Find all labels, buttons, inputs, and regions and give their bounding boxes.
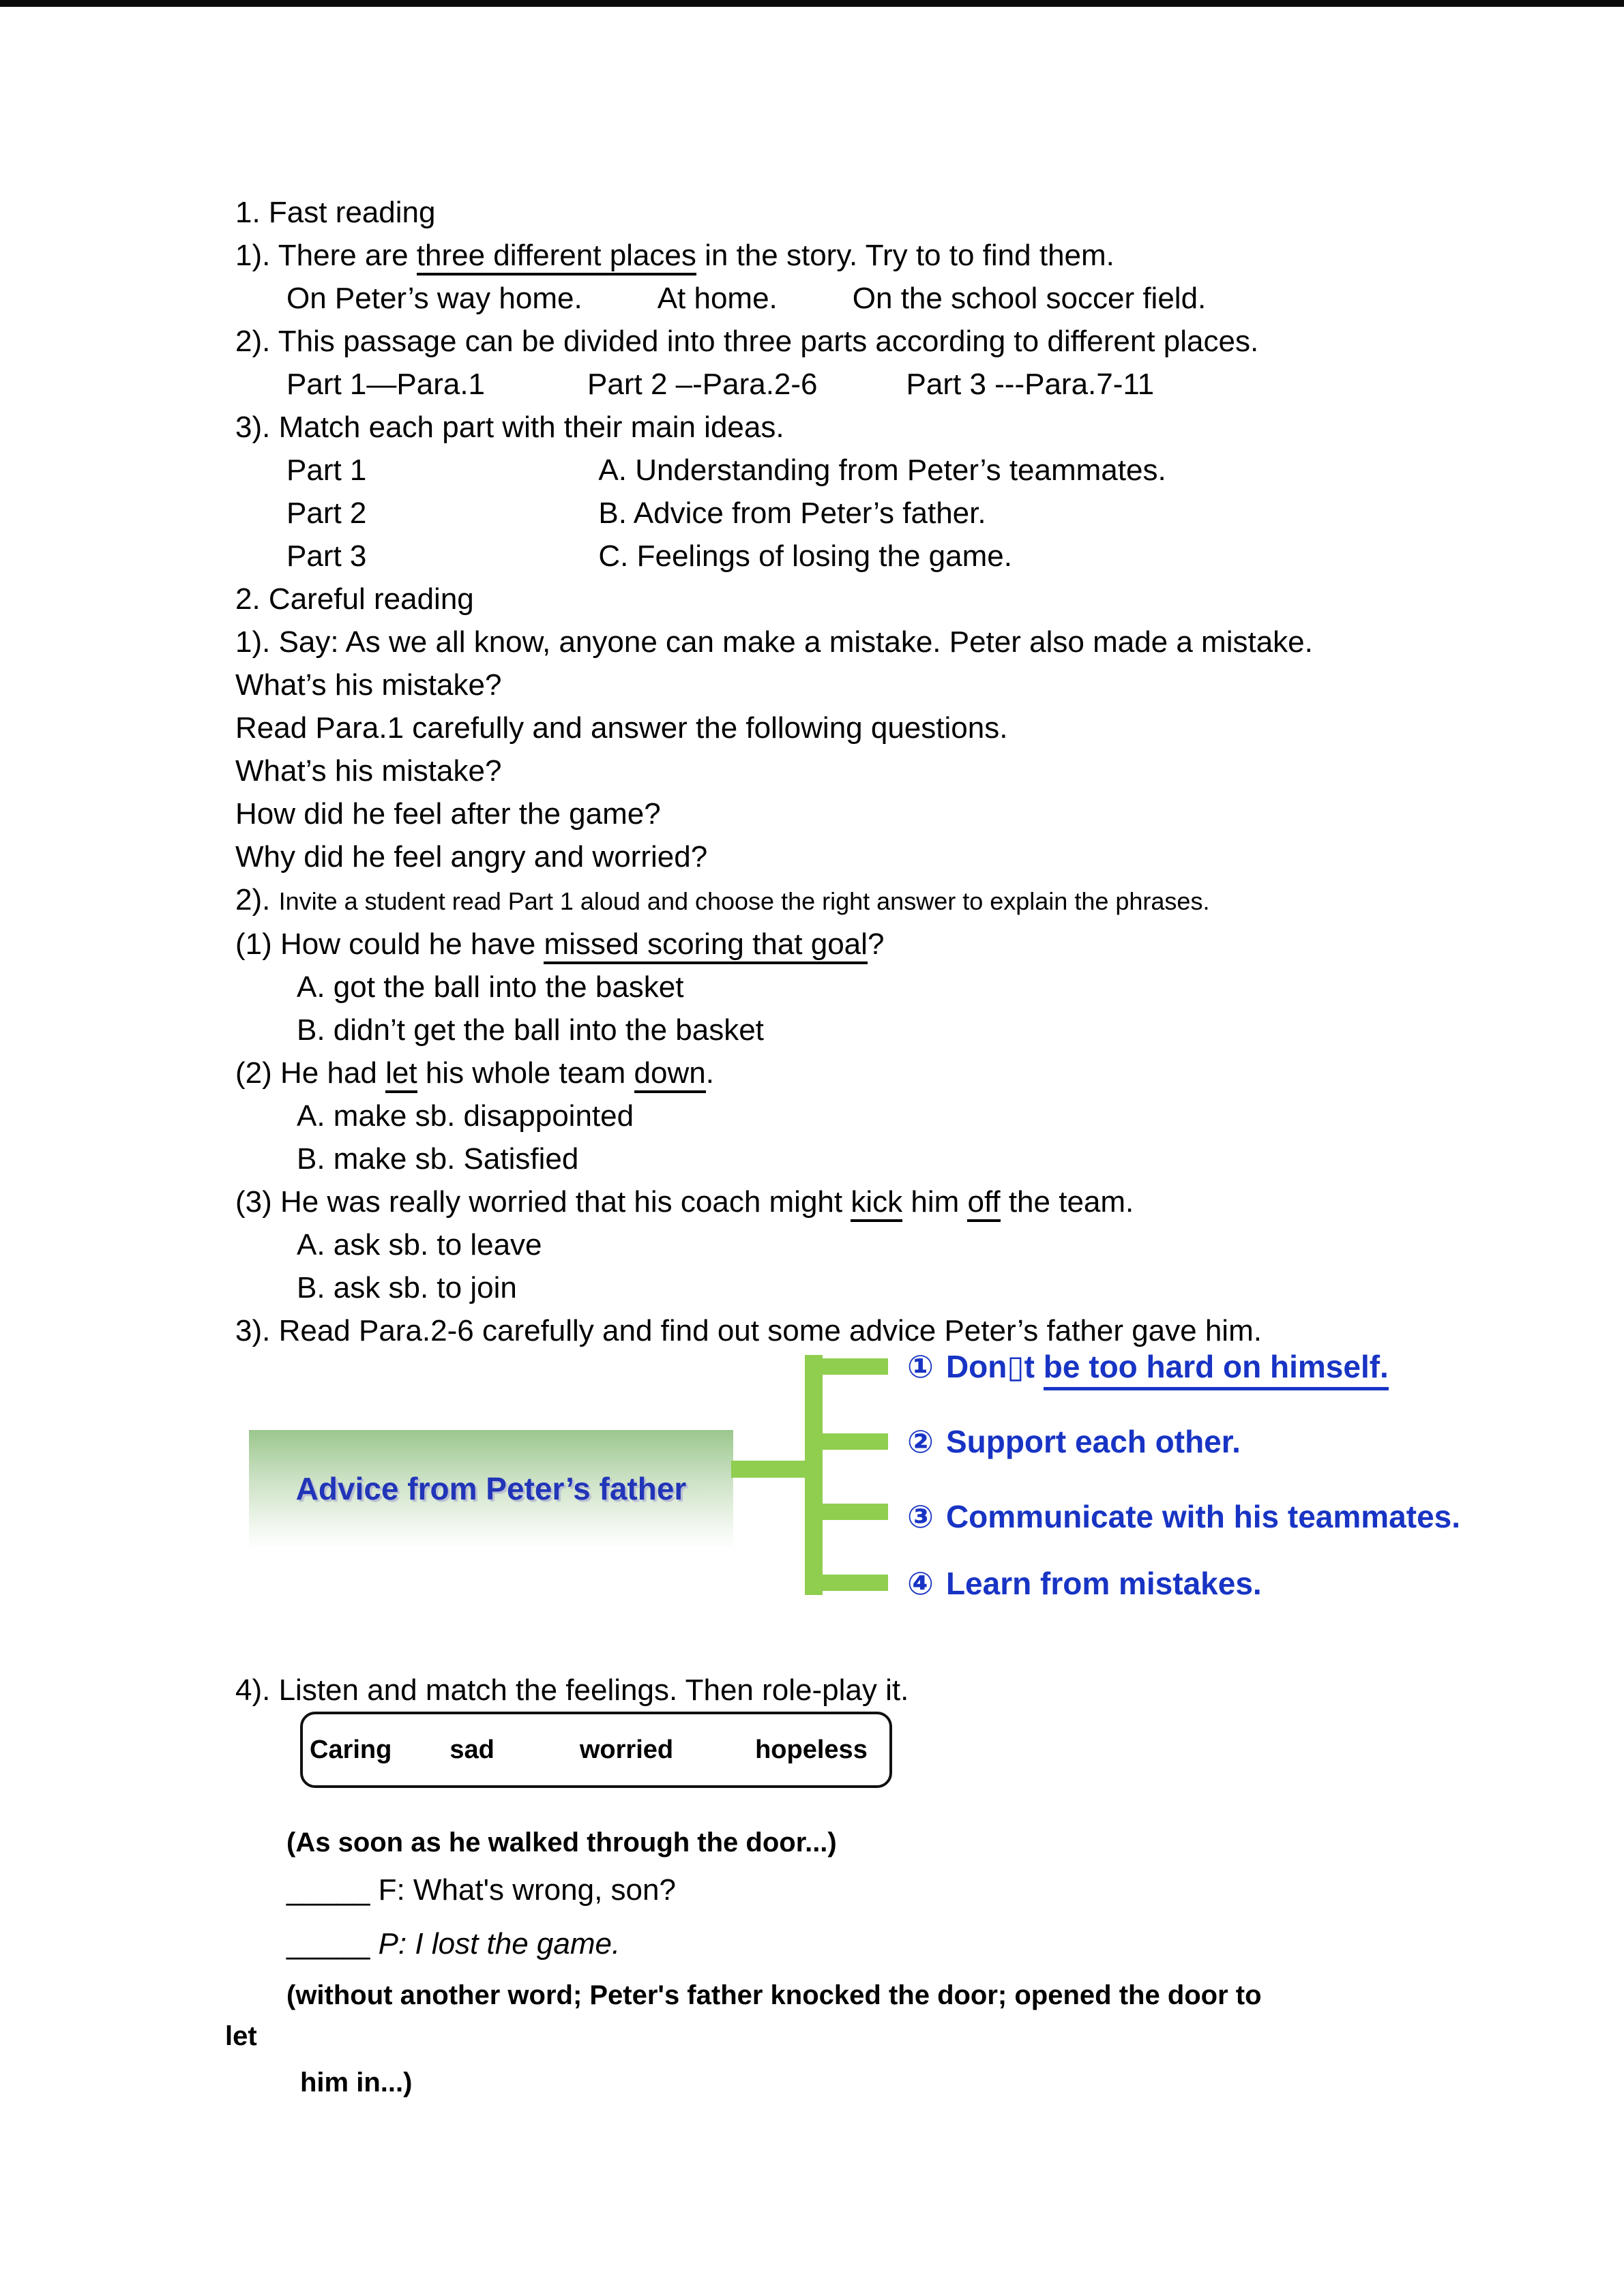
circled-number-2: ② — [907, 1424, 934, 1459]
answer-blank: _____ — [286, 1927, 370, 1960]
text-line — [235, 792, 1597, 835]
stage-note-line-2: let — [225, 2021, 257, 2051]
text-line — [235, 878, 1597, 923]
text-segment: . — [705, 1056, 714, 1090]
text-line — [235, 621, 1597, 664]
text-segment: What’s his mistake? — [235, 668, 502, 702]
text-segment: Part 1 — [286, 453, 367, 487]
text-segment: How did he feel after the game? — [235, 797, 661, 831]
bracket-stem — [731, 1461, 808, 1478]
advice-title-box — [249, 1430, 733, 1547]
advice-text-underlined: be too hard on himself. — [1044, 1349, 1389, 1390]
text-line — [286, 449, 1597, 492]
text-segment: 3). Match each part with their main ideas. — [235, 411, 784, 444]
text-segment: off — [967, 1185, 1000, 1222]
circled-number-4: ④ — [907, 1566, 934, 1601]
text-segment: B. ask sb. to join — [297, 1271, 517, 1304]
advice-item-1 — [907, 1348, 1389, 1385]
circled-number-1: ① — [907, 1349, 934, 1384]
bracket-branch-2 — [805, 1433, 888, 1450]
text-segment: Part 3 ---Para.7-11 — [906, 368, 1155, 401]
stage-note-line-3: him in...) — [300, 2068, 413, 2098]
advice-diagram — [0, 1348, 1624, 1669]
text-segment: At home. — [657, 282, 778, 315]
advice-text: Don▯t — [945, 1349, 1044, 1384]
dialogue-intro: (As soon as he walked through the door...) — [286, 1828, 837, 1858]
text-line — [286, 492, 1597, 535]
text-line — [235, 191, 1597, 234]
text-line — [297, 1223, 1597, 1266]
text-line — [297, 1137, 1597, 1180]
text-segment: Part 3 — [286, 539, 367, 573]
bracket-branch-3 — [805, 1504, 888, 1520]
text-segment: kick — [851, 1185, 902, 1222]
text-segment: 2). This passage can be divided into three parts according to different places. — [235, 325, 1259, 358]
answer-blank: _____ — [286, 1873, 370, 1907]
text-segment: down — [634, 1056, 706, 1093]
advice-title: Advice from Peter’s father — [295, 1471, 687, 1506]
advice-item-2 — [907, 1423, 1241, 1460]
dialogue-father-text: F: What's wrong, son? — [370, 1873, 676, 1907]
advice-text: Communicate with his teammates. — [945, 1499, 1461, 1534]
feeling-word-hopeless: hopeless — [755, 1735, 868, 1764]
text-segment: A. make sb. disappointed — [297, 1099, 634, 1133]
text-segment: 2. Careful reading — [235, 582, 474, 616]
text-segment: On Peter’s way home. — [286, 282, 582, 315]
text-line — [235, 923, 1597, 966]
text-segment: (2) He had — [235, 1056, 386, 1090]
text-segment: Part 2 — [286, 496, 367, 530]
text-segment: A. got the ball into the basket — [297, 970, 684, 1004]
text-line — [297, 1094, 1597, 1137]
text-segment: Why did he feel angry and worried? — [235, 840, 708, 874]
text-segment: in the story. Try to to find them. — [696, 239, 1114, 272]
text-segment: 2). — [235, 883, 279, 916]
text-line — [235, 835, 1597, 878]
text-line — [286, 535, 1597, 578]
text-line — [297, 966, 1597, 1009]
text-segment: Read Para.1 carefully and answer the following questions. — [235, 711, 1008, 745]
text-line — [286, 277, 1597, 320]
page-top-border — [0, 0, 1624, 7]
feelings-word-box — [300, 1712, 892, 1788]
dialogue-peter-text: P: I lost the game. — [370, 1927, 621, 1960]
worksheet-content — [225, 191, 1597, 2103]
text-segment: Part 2 –-Para.2-6 — [587, 368, 818, 401]
text-line — [297, 1009, 1597, 1052]
text-line — [235, 664, 1597, 706]
listen-match-line: 4). Listen and match the feelings. Then role-play it. — [235, 1673, 909, 1707]
bracket-vertical-bar — [805, 1355, 823, 1595]
text-line — [235, 1309, 1597, 1352]
text-segment: missed scoring that goal — [544, 927, 867, 964]
text-segment: Part 1—Para.1 — [286, 368, 486, 401]
text-line — [235, 578, 1597, 621]
text-line — [235, 706, 1597, 749]
text-segment: Invite a student read Part 1 aloud and choose the right answer to explain the phrases. — [278, 887, 1210, 915]
text-segment: his whole team — [417, 1056, 634, 1090]
circled-number-3: ③ — [907, 1499, 934, 1534]
text-segment: B. didn’t get the ball into the basket — [297, 1013, 764, 1047]
dialogue-peter-line — [286, 1922, 1597, 1965]
text-line — [235, 406, 1597, 449]
text-segment: him — [902, 1185, 968, 1219]
worksheet-body-lines — [235, 191, 1597, 1352]
text-segment: 1. Fast reading — [235, 196, 436, 229]
text-segment: (1) How could he have — [235, 927, 544, 961]
text-line — [235, 1052, 1597, 1094]
dialogue-father-line — [286, 1868, 1597, 1911]
text-segment: A. ask sb. to leave — [297, 1228, 542, 1262]
text-segment: C. Feelings of losing the game. — [598, 539, 1012, 573]
text-segment: 1). Say: As we all know, anyone can make a mistake. Peter also made a mistake. — [235, 625, 1313, 659]
text-segment: What’s his mistake? — [235, 754, 502, 788]
text-segment: ? — [867, 927, 885, 961]
text-segment: 3). Read Para.2-6 carefully and find out some advice Peter’s father gave him. — [235, 1314, 1262, 1347]
text-line — [235, 749, 1597, 792]
text-line — [286, 363, 1597, 406]
feeling-word-caring: Caring — [310, 1735, 392, 1764]
text-segment: three different places — [417, 239, 696, 275]
text-segment: B. Advice from Peter’s father. — [598, 496, 986, 530]
bracket-branch-4 — [805, 1575, 888, 1591]
text-line — [235, 1180, 1597, 1223]
advice-text: Support each other. — [945, 1424, 1241, 1459]
advice-item-3 — [907, 1498, 1460, 1535]
bracket-branch-1 — [805, 1358, 888, 1375]
text-segment: 1). There are — [235, 239, 417, 272]
text-segment: let — [385, 1056, 417, 1093]
advice-text: Learn from mistakes. — [945, 1566, 1262, 1601]
text-segment: the team. — [1000, 1185, 1134, 1219]
feeling-word-worried: worried — [579, 1735, 674, 1764]
stage-note-line-1: (without another word; Peter's father knocked the door; opened the door to — [286, 1980, 1262, 2010]
advice-item-4 — [907, 1565, 1262, 1602]
text-segment: A. Understanding from Peter’s teammates. — [598, 453, 1166, 487]
text-line — [235, 234, 1597, 277]
text-line — [235, 320, 1597, 363]
feeling-word-sad: sad — [449, 1735, 494, 1764]
text-segment: (3) He was really worried that his coach might — [235, 1185, 851, 1219]
text-segment: B. make sb. Satisfied — [297, 1142, 579, 1176]
text-segment: On the school soccer field. — [852, 282, 1207, 315]
text-line — [297, 1266, 1597, 1309]
